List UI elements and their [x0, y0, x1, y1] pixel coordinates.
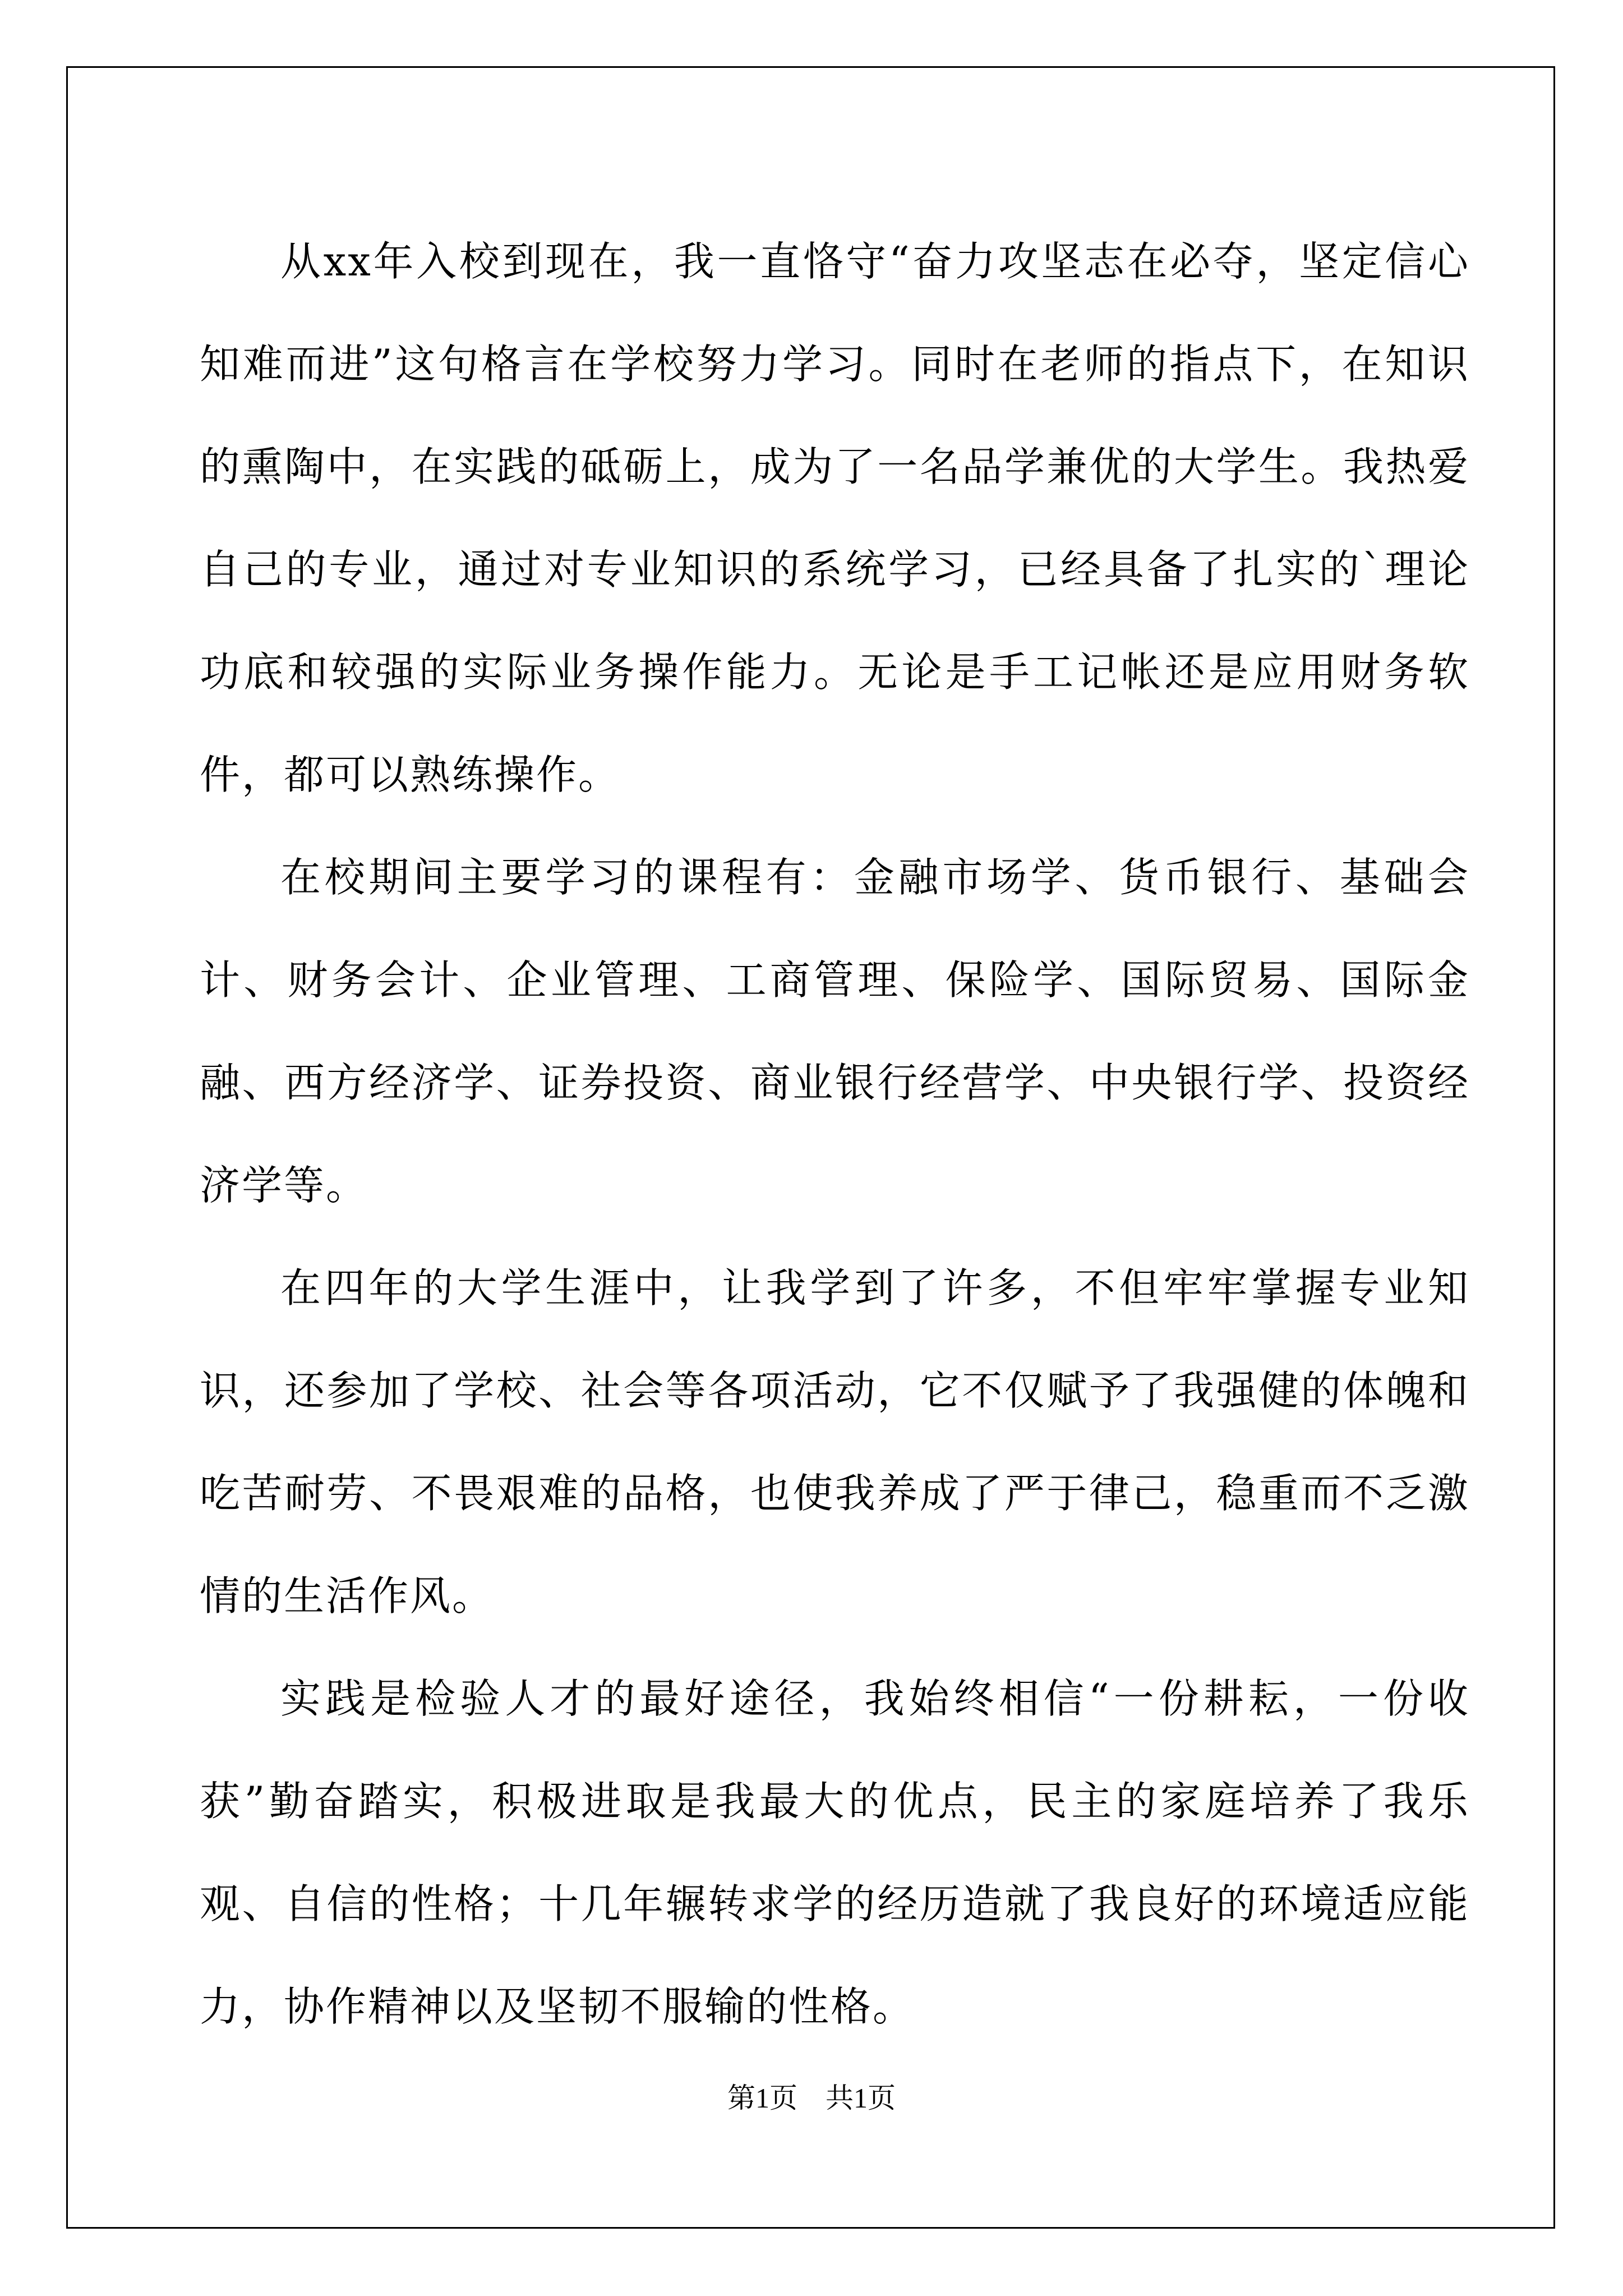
page-footer [0, 2076, 1623, 2116]
paragraph-4: 实践是检验人才的最好途径，我始终相信“一份耕耘，一份收获”勤奋踏实，积极进取是我最大的优点，民主的家庭培养了我乐观、自信的性格；十几年辗转求学的经历造就了我良好的环境适应能力，协作精神以及坚韧不服输的性格。 [200, 1675, 1470, 2030]
paragraph-3: 在四年的大学生涯中，让我学到了许多，不但牢牢掌握专业知识，还参加了学校、社会等各项活动，它不仅赋予了我强健的体魄和吃苦耐劳、不畏艰难的品格，也使我养成了严于律己，稳重而不乏激情的生活作风。 [200, 1264, 1470, 1619]
paragraph-2: 在校期间主要学习的课程有：金融市场学、货币银行、基础会计、财务会计、企业管理、工商管理、保险学、国际贸易、国际金融、西方经济学、证券投资、商业银行经营学、中央银行学、投资经济学等。 [200, 854, 1470, 1209]
page-number: 第1页 [727, 2082, 797, 2114]
paragraph-1: 从xx年入校到现在，我一直恪守“奋力攻坚志在必夺，坚定信心知难而进”这句格言在学校努力学习。同时在老师的指点下，在知识的熏陶中，在实践的砥砺上，成为了一名品学兼优的大学生。我热爱自己的专业，通过对专业知识的系统学习，已经具备了扎实的`理论功底和较强的实际业务操作能力。无论是手工记帐还是应用财务软件，都可以熟练操作。 [200, 238, 1470, 798]
document-body [200, 210, 1470, 2058]
page-count: 共1页 [826, 2082, 896, 2114]
